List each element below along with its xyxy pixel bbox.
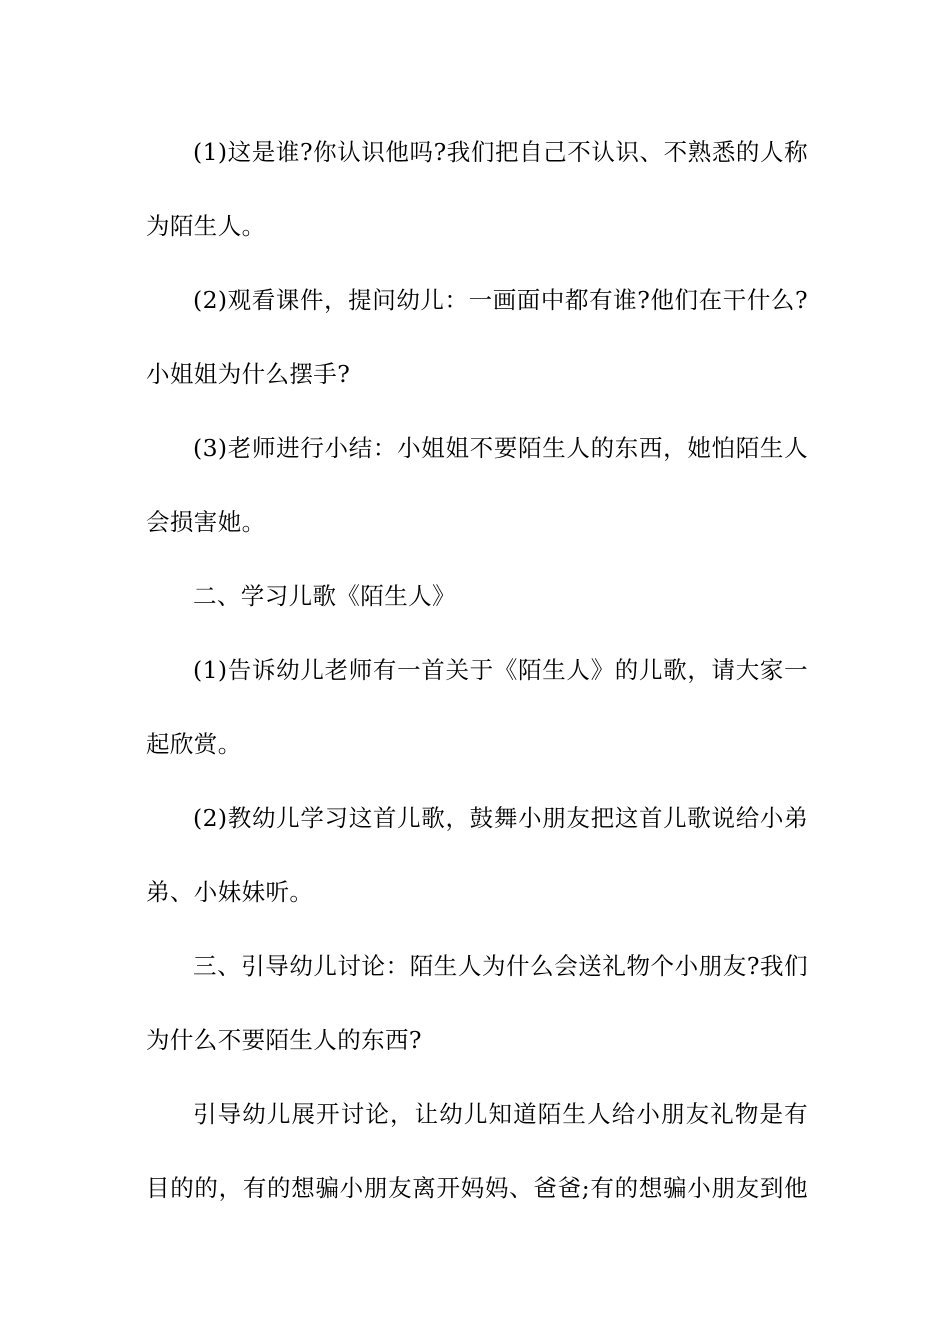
section-heading: 三、引导幼儿讨论：陌生人为什么会送礼物个小朋友?我们	[193, 952, 808, 980]
section-heading: 二、学习儿歌《陌生人》	[193, 582, 456, 610]
paragraph-line: (2)观看课件，提问幼儿：一画面中都有谁?他们在干什么?	[193, 286, 808, 314]
paragraph-line: 起欣赏。	[146, 730, 242, 758]
paragraph-line: 为陌生人。	[146, 212, 266, 240]
paragraph-line: 引导幼儿展开讨论，让幼儿知道陌生人给小朋友礼物是有	[193, 1100, 808, 1128]
paragraph-line: (1)告诉幼儿老师有一首关于《陌生人》的儿歌，请大家一	[193, 656, 808, 684]
paragraph-line: (1)这是谁?你认识他吗?我们把自己不认识、不熟悉的人称	[193, 138, 808, 166]
paragraph-line: 弟、小妹妹听。	[146, 878, 314, 906]
paragraph-line: 目的的，有的想骗小朋友离开妈妈、爸爸;有的想骗小朋友到他	[146, 1174, 808, 1202]
paragraph-line: 为什么不要陌生人的东西?	[146, 1026, 422, 1054]
paragraph-line: (3)老师进行小结：小姐姐不要陌生人的东西，她怕陌生人	[193, 434, 808, 462]
paragraph-line: 会损害她。	[146, 508, 266, 536]
paragraph-line: 小姐姐为什么摆手?	[146, 360, 351, 388]
paragraph-line: (2)教幼儿学习这首儿歌，鼓舞小朋友把这首儿歌说给小弟	[193, 804, 808, 832]
document-body	[146, 122, 808, 1232]
